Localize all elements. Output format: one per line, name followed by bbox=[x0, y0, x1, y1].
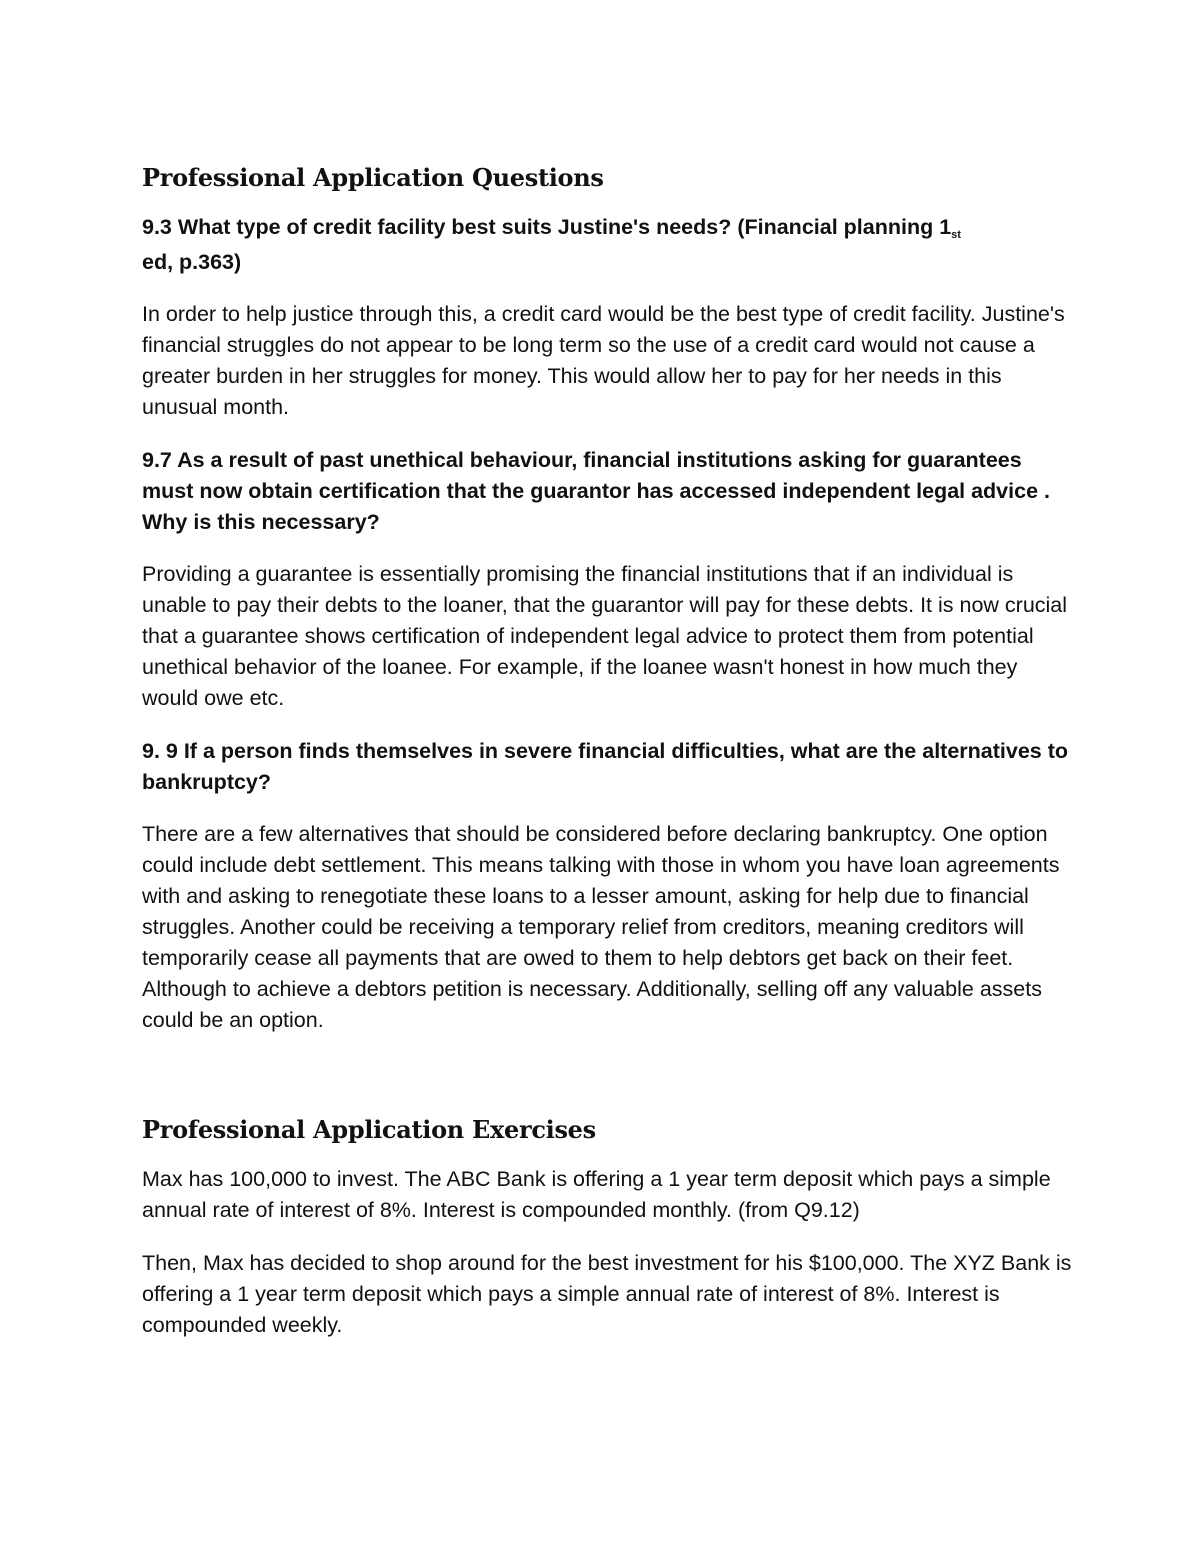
question-9-7: 9.7 As a result of past unethical behaviour, financial institutions asking for guarantees must now obtain certification that the guarantor has accessed independent legal advice . Why is this necessary? bbox=[142, 448, 1050, 534]
document-content bbox=[142, 160, 1072, 1363]
question-9-9: 9. 9 If a person finds themselves in severe financial difficulties, what are the alternatives to bankruptcy? bbox=[142, 739, 1069, 794]
answer-9-7: Providing a guarantee is essentially promising the financial institutions that if an individual is unable to pay their debts to the loaner, that the guarantor will pay for these debts. It is now crucial that a guarantee shows certification of independent legal advice to protect them from potential unethical behavior of the loanee. For example, if the loanee wasn't honest in how much they would owe etc. bbox=[142, 562, 1068, 710]
questions-section-heading: Professional Application Questions bbox=[142, 163, 604, 192]
question-9-3-superscript: st bbox=[951, 229, 961, 241]
answer-9-3: In order to help justice through this, a credit card would be the best type of credit facility. Justine's financial struggles do not appear to be long term so the use of a credit card would not cause a greater burden in her struggles for money. This would allow her to pay for her needs in this unusual month. bbox=[142, 302, 1065, 419]
exercise-paragraph-2: Then, Max has decided to shop around for the best investment for his $100,000. The XYZ Bank is offering a 1 year term deposit which pays a simple annual rate of interest of 8%. Interest is compounded weekly. bbox=[142, 1251, 1072, 1337]
question-9-3-main: 9.3 What type of credit facility best suits Justine's needs? (Financial planning 1 bbox=[142, 215, 952, 239]
question-9-3 bbox=[142, 212, 1072, 278]
answer-9-9: There are a few alternatives that should be considered before declaring bankruptcy. One option could include debt settlement. This means talking with those in whom you have loan agreements with and asking to renegotiate these loans to a lesser amount, asking for help due to financial struggles. Another could be receiving a temporary relief from creditors, meaning creditors will temporarily cease all payments that are owed to them to help debtors get back on their feet. Although to achieve a debtors petition is necessary. Additionally, selling off any valuable assets could be an option. bbox=[142, 822, 1060, 1032]
exercises-section-heading: Professional Application Exercises bbox=[142, 1115, 596, 1144]
section-spacer bbox=[142, 1058, 1072, 1112]
exercise-paragraph-1: Max has 100,000 to invest. The ABC Bank is offering a 1 year term deposit which pays a simple annual rate of interest of 8%. Interest is compounded monthly. (from Q9.12) bbox=[142, 1167, 1051, 1222]
question-9-3-rest: ed, p.363) bbox=[142, 250, 242, 274]
